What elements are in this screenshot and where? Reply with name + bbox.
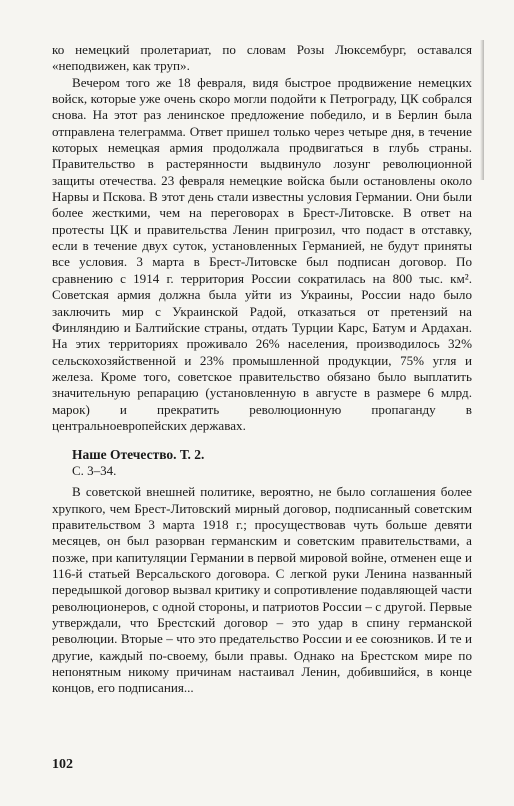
book-page bbox=[52, 42, 472, 697]
paragraph-brest-treaty-events: Вечером того же 18 февраля, видя быстрое продвижение немецких войск, которые уже очень скоро могли подойти к Петрограду, ЦК собрался снова. На этот раз ленинское предложение победило, и в Берлин была отправлена телеграмма. Ответ пришел только через четыре дня, в течение которых немецкая армия продолжала продвигаться в глубь страны. Правительство в растерянности выдвинуло лозунг революционной защиты отечества. 23 февраля немецкие войска были остановлены около Нарвы и Пскова. В этот день стали известны условия Германии. Они были более жесткими, чем на переговорах в Брест-Литовске. В ответ на протесты ЦК и правительства Ленин пригрозил, что подаст в отставку, если в течение двух суток, установленных Германией, не будут приняты все условия. 3 марта в Брест-Литовске был подписан договор. По сравнению с 1914 г. территория России сократилась на 800 тыс. км². Советская армия должна была уйти из Украины, России надо было заключить мир с Украинской Радой, отказаться от претензий на Финляндию и Балтийские страны, отдать Турции Карс, Батум и Ардахан. На этих территориях проживало 26% населения, производилось 32% сельскохозяйственной и 23% промышленной продукции, 75% угля и железа. Кроме того, советское правительство обязано было выплатить значительную репарацию (установленную в августе в размере 6 млрд. марок) и прекратить революционную пропаганду в центральноевропейских державах. bbox=[52, 74, 472, 433]
paragraph-continuation: ко немецкий пролетариат, по словам Розы Люксембург, оставался «неподвижен, как труп». bbox=[52, 42, 472, 74]
source-pages: С. 3–34. bbox=[72, 463, 117, 479]
source-title: Наше Отечество. Т. 2. bbox=[72, 447, 205, 463]
section-spacer bbox=[52, 434, 472, 447]
page-edge-shadow bbox=[480, 40, 484, 180]
paragraph-quoted-excerpt: В советской внешней политике, вероятно, не было соглашения более хрупкого, чем Брест-Литовский мирный договор, подписанный советским правительством 3 марта 1918 г.; просуществовав чуть больше девяти месяцев, он был разорван германским и советским правительствами, а позже, при капитуляции Германии в первой мировой войне, отменен еще и 116-й статьей Версальского договора. С легкой руки Ленина названный передышкой договор вызвал критику и сопротивление подавляющей части революционеров, с одной стороны, и патриотов России – с другой. Первые утверждали, что Брестский договор – это удар в спину германской революции. Вторые – что это предательство России и ее союзников. И те и другие, каждый по-своему, были правы. Однако на Брестском мире по непонятным никому причинам настаивал Ленин, добившийся, в конце концов, его подписания... bbox=[52, 484, 472, 696]
page-number: 102 bbox=[52, 757, 73, 772]
